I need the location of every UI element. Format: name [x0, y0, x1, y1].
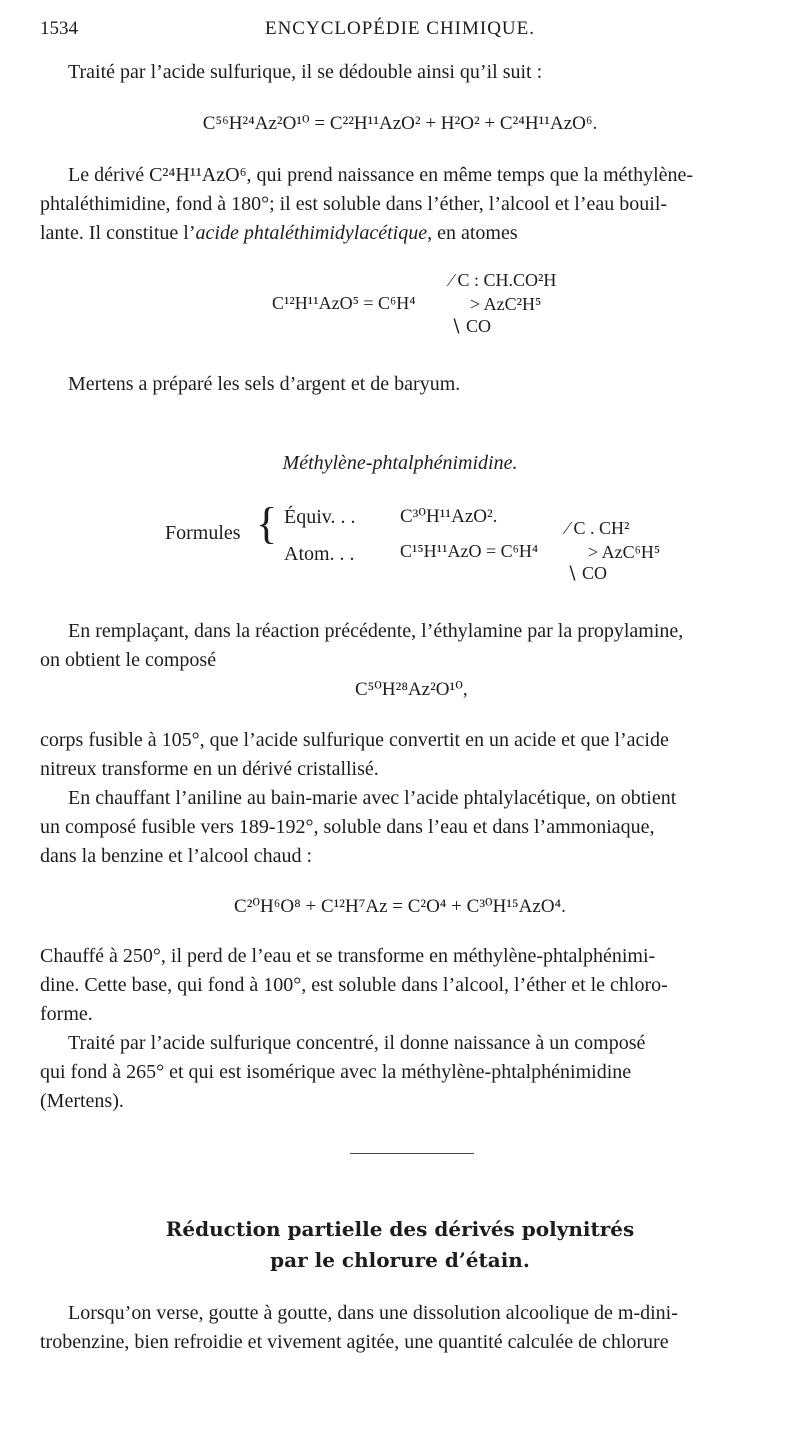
- italic-term: acide phtaléthimidylacétique: [195, 222, 428, 244]
- equiv-label: Équiv. . .: [284, 506, 356, 528]
- structure-top-text: C : CH.CO²H: [457, 270, 557, 290]
- paragraph-line: En remplaçant, dans la réaction précédente, l’éthylamine par la propylamine,: [68, 620, 684, 642]
- paragraph-line: phtaléthimidine, fond à 180°; il est soluble dans l’éther, l’alcool et l’eau bouil-: [40, 193, 668, 215]
- atom-top-text: C . CH²: [573, 518, 630, 538]
- structure-middle: > AzC²H⁵: [470, 294, 542, 314]
- text-segment: , en atomes: [427, 222, 518, 244]
- structure-bottom: ∖ CO: [450, 316, 491, 336]
- running-header: ENCYCLOPÉDIE CHIMIQUE.: [264, 18, 536, 39]
- paragraph-line: dans la benzine et l’alcool chaud :: [40, 845, 313, 867]
- atom-top: ⁄ C . CH²: [566, 518, 630, 538]
- structure-left: C¹²H¹¹AzO⁵ = C⁶H⁴: [272, 293, 416, 313]
- paragraph-line: Le dérivé C²⁴H¹¹AzO⁶, qui prend naissance en même temps que la méthylène-: [68, 164, 694, 186]
- paragraph-line: Chauffé à 250°, il perd de l’eau et se transforme en méthylène-phtalphénimi-: [40, 945, 656, 967]
- atom-bottom: ∖ CO: [566, 563, 607, 583]
- equiv-value: C³⁰H¹¹AzO².: [400, 506, 498, 527]
- text-segment: lante. Il constitue l’: [40, 222, 196, 244]
- section-heading-line1: Réduction partielle des dérivés polynitrés: [165, 1217, 635, 1241]
- paragraph-line: Lorsqu’on verse, goutte à goutte, dans une dissolution alcoolique de m-dini-: [68, 1302, 678, 1324]
- paragraph-line: [40, 219, 518, 247]
- paragraph-line: forme.: [40, 1003, 93, 1025]
- atom-left: C¹⁵H¹¹AzO = C⁶H⁴: [400, 541, 539, 561]
- structure-top: ⁄ C : CH.CO²H: [450, 270, 557, 290]
- paragraph-line: on obtient le composé: [40, 649, 217, 671]
- paragraph-intro: Traité par l’acide sulfurique, il se dédouble ainsi qu’il suit :: [68, 61, 543, 83]
- atom-bottom-text: CO: [581, 563, 607, 583]
- paragraph-salts: Mertens a préparé les sels d’argent et de baryum.: [68, 373, 461, 395]
- paragraph-line: Traité par l’acide sulfurique concentré, il donne naissance à un composé: [68, 1032, 646, 1054]
- paragraph-line: dine. Cette base, qui fond à 100°, est soluble dans l’alcool, l’éther et le chloro-: [40, 974, 668, 996]
- atom-label: Atom. . .: [284, 543, 355, 565]
- paragraph-line: qui fond à 265° et qui est isomérique avec la méthylène-phtalphénimidine: [40, 1061, 632, 1083]
- subheading: Méthylène-phtalphénimidine.: [282, 452, 518, 474]
- section-divider: [350, 1153, 474, 1154]
- page-number: 1534: [40, 18, 78, 39]
- section-heading-line2: par le chlorure d’étain.: [270, 1248, 530, 1272]
- paragraph-line: trobenzine, bien refroidie et vivement agitée, une quantité calculée de chlorure: [40, 1331, 669, 1353]
- paragraph-line: nitreux transforme en un dérivé cristallisé.: [40, 758, 379, 780]
- formules-label: Formules: [165, 522, 241, 544]
- atom-middle: > AzC⁶H⁵: [588, 542, 661, 562]
- equation-3: C²⁰H⁶O⁸ + C¹²H⁷Az = C²O⁴ + C³⁰H¹⁵AzO⁴.: [234, 896, 566, 917]
- equation-2: C⁵⁰H²⁸Az²O¹⁰,: [355, 679, 468, 700]
- structure-bottom-text: CO: [465, 316, 491, 336]
- paragraph-line: un composé fusible vers 189-192°, soluble dans l’eau et dans l’ammoniaque,: [40, 816, 655, 838]
- equation-1: C⁵⁶H²⁴Az²O¹⁰ = C²²H¹¹AzO² + H²O² + C²⁴H¹¹AzO⁶.: [202, 113, 598, 134]
- paragraph-line: En chauffant l’aniline au bain-marie avec l’acide phtalylacétique, on obtient: [68, 787, 677, 809]
- brace-symbol: {: [256, 499, 278, 548]
- paragraph-line: (Mertens).: [40, 1090, 124, 1112]
- paragraph-line: corps fusible à 105°, que l’acide sulfurique convertit en un acide et que l’acide: [40, 729, 669, 751]
